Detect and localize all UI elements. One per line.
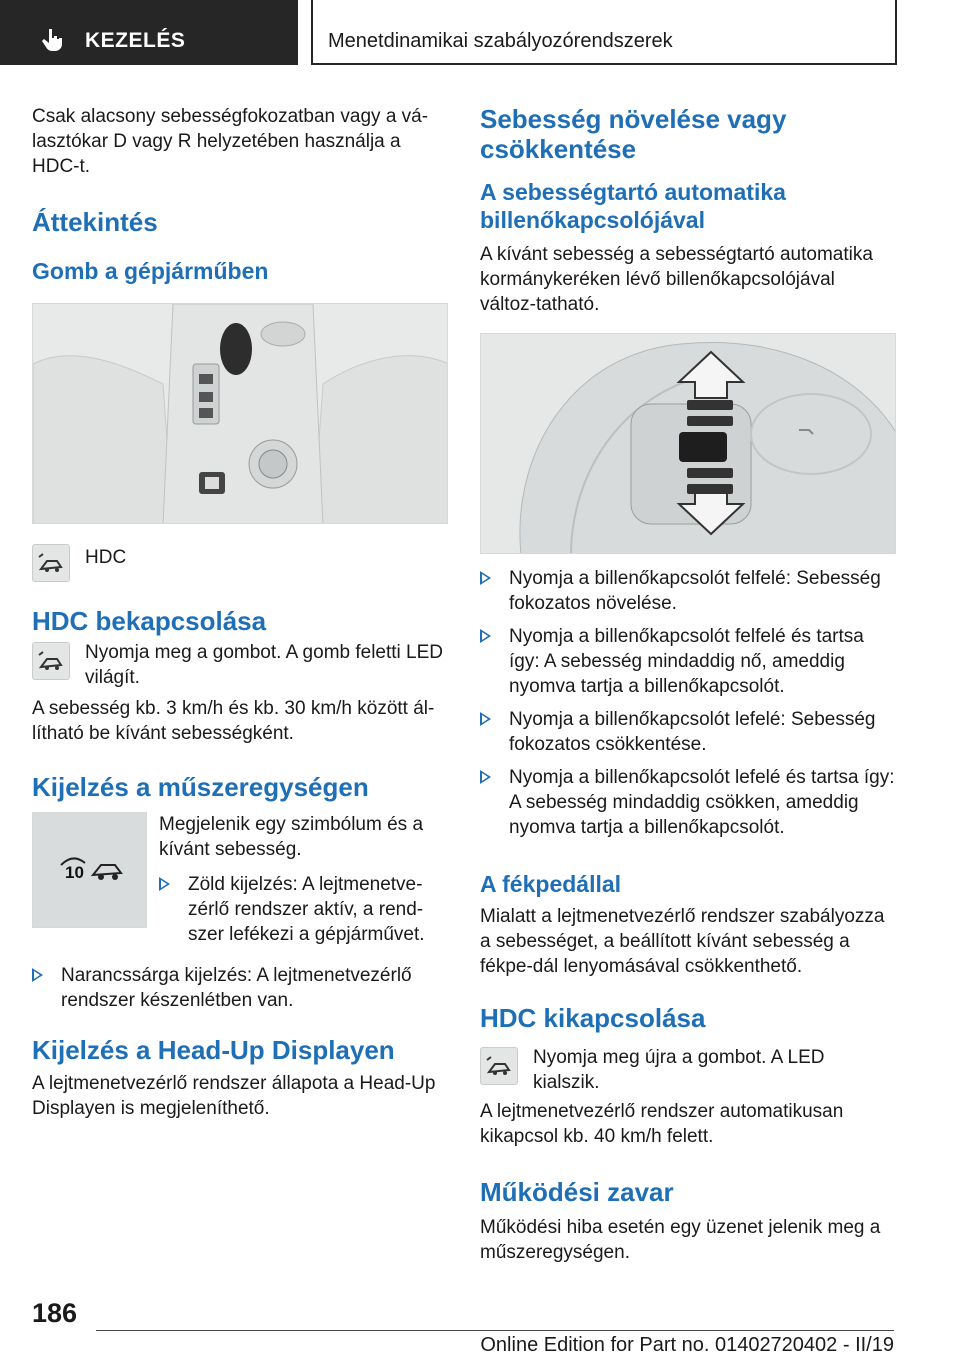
speed-range-text: A sebesség kb. 3 km/h és kb. 30 km/h között ál-lítható be kívánt sebességként. <box>32 698 435 744</box>
triangle-bullet-icon <box>32 968 43 982</box>
list-item: Nyomja a billenőkapcsolót felfelé: Sebesség fokozatos növelése. <box>480 566 896 616</box>
steering-illustration <box>481 334 896 554</box>
list-item: Nyomja a billenőkapcsolót lefelé: Sebesség fokozatos csökkentése. <box>480 707 896 757</box>
cluster-bullets-2 <box>32 963 448 1013</box>
triangle-bullet-icon <box>480 629 491 643</box>
cluster-speed-value: 10 <box>65 863 84 882</box>
triangle-bullet-icon <box>480 571 491 585</box>
chapter-label: KEZELÉS <box>85 29 186 52</box>
hdc-button-icon <box>480 1047 518 1085</box>
hand-pointer-icon <box>40 27 66 53</box>
left-column <box>32 100 448 1121</box>
activate-heading: HDC bekapcsolása <box>32 606 267 636</box>
deactivate-row <box>480 1045 896 1095</box>
center-console-photo <box>32 303 448 524</box>
speed-heading: Sebesség növelése vagy csökkentése <box>480 104 787 164</box>
deactivate-heading: HDC kikapcsolása <box>480 1003 706 1033</box>
brake-text: Mialatt a lejtmenetvezérlő rendszer szabályozza a sebességet, a beállított kívánt sebesség a fékpe-dál lenyomásával csökkenthető. <box>480 906 885 977</box>
chapter-tab <box>0 0 298 65</box>
list-item: Zöld kijelzés: A lejtmenetve-zérlő rendszer aktív, a rend-szer lefékezi a gépjárművet. <box>159 872 448 947</box>
fault-heading: Működési zavar <box>480 1177 674 1207</box>
cluster-display-image <box>32 812 147 928</box>
cruise-text: A kívánt sebesség a sebességtartó automatika kormánykeréken lévő billenőkapcsolójával változ-tatható. <box>480 244 873 315</box>
brake-heading: A fékpedállal <box>480 871 622 897</box>
footer-divider <box>96 1330 894 1331</box>
section-title: Menetdinamikai szabályozórendszerek <box>328 30 673 52</box>
deactivate-text: Nyomja meg újra a gombot. A LED kialszik. <box>533 1047 825 1093</box>
fault-text: Működési hiba esetén egy üzenet jelenik meg a műszeregységen. <box>480 1217 881 1263</box>
overview-heading: Áttekintés <box>32 207 158 237</box>
list-item: Nyomja a billenőkapcsolót felfelé és tartsa így: A sebesség mindaddig nő, ameddig nyomva tartja a billenőkapcsolót. <box>480 624 896 699</box>
rocker-bullets <box>480 566 896 840</box>
cluster-section <box>32 812 448 955</box>
hdc-button-icon <box>32 544 70 582</box>
intro-paragraph: Csak alacsony sebességfokozatban vagy a vá-lasztókar D vagy R helyzetében használja a HDC-t. <box>32 106 429 177</box>
right-column <box>480 100 896 1265</box>
triangle-bullet-icon <box>480 770 491 784</box>
triangle-bullet-icon <box>480 712 491 726</box>
cruise-heading: A sebességtartó automatika billenőkapcsolójával <box>480 179 786 233</box>
steering-switch-photo <box>480 333 896 554</box>
hdc-legend <box>32 542 448 582</box>
console-illustration <box>33 304 448 524</box>
cluster-text: Megjelenik egy szimbólum és a kívánt sebesség. <box>159 814 424 860</box>
hud-text: A lejtmenetvezérlő rendszer állapota a Head-Up Displayen is megjeleníthető. <box>32 1073 436 1119</box>
list-item: Nyomja a billenőkapcsolót lefelé és tartsa így: A sebesség mindaddig csökken, ameddig nyomva tartja a billenőkapcsolót. <box>480 765 896 840</box>
hdc-label: HDC <box>85 547 127 568</box>
hdc-button-icon <box>32 642 70 680</box>
hud-heading: Kijelzés a Head-Up Displayen <box>32 1035 395 1065</box>
activate-text: Nyomja meg a gombot. A gomb feletti LED világít. <box>85 642 444 688</box>
list-item: Narancssárga kijelzés: A lejtmenetvezérlő rendszer készenlétben van. <box>32 963 448 1013</box>
page-number: 186 <box>32 1298 78 1328</box>
auto-off-text: A lejtmenetvezérlő rendszer automatikusan kikapcsol kb. 40 km/h felett. <box>480 1101 844 1147</box>
triangle-bullet-icon <box>159 877 170 891</box>
edition-label: Online Edition for Part no. 01402720402 - II/19 <box>480 1334 894 1356</box>
button-heading: Gomb a gépjárműben <box>32 258 269 284</box>
activate-row <box>32 640 448 690</box>
section-header <box>311 0 897 65</box>
cluster-bullets <box>159 872 448 947</box>
cluster-heading: Kijelzés a műszeregységen <box>32 772 369 802</box>
